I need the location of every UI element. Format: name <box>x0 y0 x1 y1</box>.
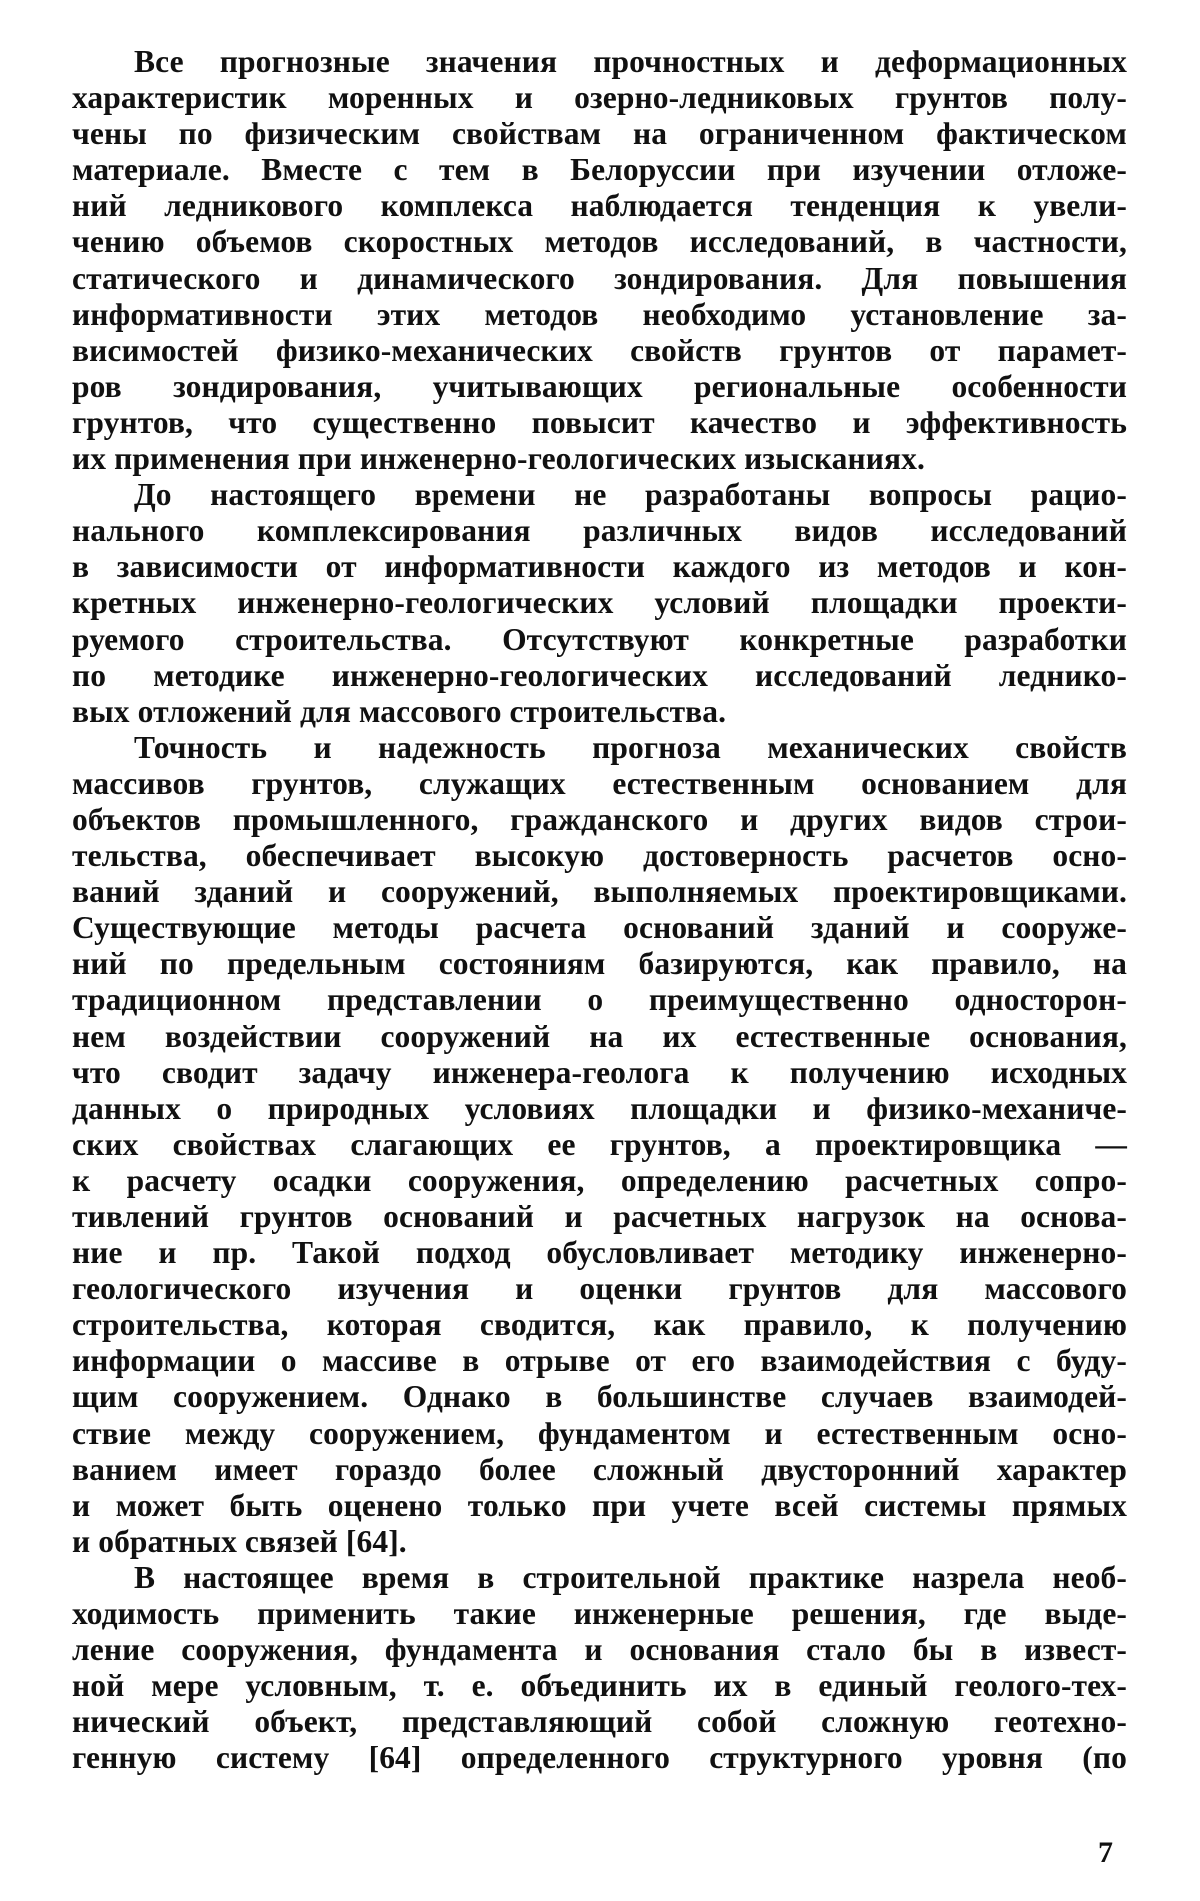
text-line: их применения при инженерно-геологических изысканиях. <box>72 441 926 477</box>
text-line: массивов грунтов, служащих естественным основанием для <box>72 765 1127 801</box>
text-line: ной мере условным, т. е. объединить их в единый геолого-тех- <box>72 1668 1127 1704</box>
text-line: ходимость применить такие инженерные решения, где выде- <box>72 1596 1127 1632</box>
text-line: информации о массиве в отрыве от его взаимодействия с буду- <box>72 1343 1127 1379</box>
text-line: чены по физическим свойствам на ограниченном фактическом <box>72 116 1127 152</box>
text-line: руемого строительства. Отсутствуют конкретные разработки <box>72 621 1127 657</box>
text-line: чению объемов скоростных методов исследований, в частности, <box>72 224 1127 260</box>
text-line: ление сооружения, фундамента и основания стало бы в извест- <box>72 1632 1127 1668</box>
paragraph <box>72 730 1127 1560</box>
text-line: вых отложений для массового строительства. <box>72 693 727 729</box>
text-line: информативности этих методов необходимо установление за- <box>72 296 1127 332</box>
text-line: нический объект, представляющий собой сложную геотехно- <box>72 1704 1127 1740</box>
text-line: нем воздействии сооружений на их естественные основания, <box>72 1018 1127 1054</box>
text-line: к расчету осадки сооружения, определению расчетных сопро- <box>72 1162 1127 1198</box>
text-line: геологического изучения и оценки грунтов для массового <box>72 1271 1127 1307</box>
text-line: тельства, обеспечивает высокую достоверность расчетов осно- <box>72 838 1127 874</box>
text-line: Все прогнозные значения прочностных и деформационных <box>134 44 1127 79</box>
page-number: 7 <box>1098 1836 1113 1869</box>
text-line: что сводит задачу инженера-геолога к получению исходных <box>72 1054 1127 1090</box>
text-line: и обратных связей [64]. <box>72 1523 407 1559</box>
text-line: строительства, которая сводится, как правило, к получению <box>72 1307 1127 1343</box>
paragraph <box>72 1560 1127 1777</box>
text-line: данных о природных условиях площадки и физико-механиче- <box>72 1090 1127 1126</box>
text-line: и может быть оценено только при учете всей системы прямых <box>72 1487 1127 1523</box>
text-line: нального комплексирования различных видов исследований <box>72 513 1127 549</box>
paragraph <box>72 44 1127 477</box>
text-line: ских свойствах слагающих ее грунтов, а проектировщика — <box>72 1126 1127 1162</box>
text-line: В настоящее время в строительной практике назрела необ- <box>134 1559 1127 1595</box>
text-line: материале. Вместе с тем в Белоруссии при изучении отложе- <box>72 152 1127 188</box>
text-line: кретных инженерно-геологических условий площадки проекти- <box>72 585 1127 621</box>
text-line: в зависимости от информативности каждого из методов и кон- <box>72 549 1127 585</box>
paragraph <box>72 477 1127 730</box>
text-line: статического и динамического зондирования. Для повышения <box>72 260 1127 296</box>
text-line: ний ледникового комплекса наблюдается тенденция к увели- <box>72 188 1127 224</box>
text-line: ваний зданий и сооружений, выполняемых проектировщиками. <box>72 874 1127 910</box>
text-line: традиционном представлении о преимущественно односторон- <box>72 982 1127 1018</box>
text-line: ствие между сооружением, фундаментом и естественным осно- <box>72 1415 1127 1451</box>
text-line: Точность и надежность прогноза механических свойств <box>134 729 1127 765</box>
text-line: висимостей физико-механических свойств грунтов от парамет- <box>72 332 1127 368</box>
text-line: ванием имеет гораздо более сложный двусторонний характер <box>72 1451 1127 1487</box>
text-line: объектов промышленного, гражданского и других видов строи- <box>72 801 1127 837</box>
text-line: характеристик моренных и озерно-ледниковых грунтов полу- <box>72 80 1127 116</box>
text-line: Существующие методы расчета оснований зданий и сооруже- <box>72 910 1127 946</box>
text-line: тивлений грунтов оснований и расчетных нагрузок на основа- <box>72 1199 1127 1234</box>
text-line: ров зондирования, учитывающих региональные особенности <box>72 368 1127 404</box>
body-text <box>72 44 1127 1777</box>
text-line: щим сооружением. Однако в большинстве случаев взаимодей- <box>72 1379 1127 1415</box>
text-line: ние и пр. Такой подход обусловливает методику инженерно- <box>72 1235 1127 1271</box>
text-line: До настоящего времени не разработаны вопросы рацио- <box>134 477 1127 513</box>
text-line: грунтов, что существенно повысит качество и эффективность <box>72 404 1127 440</box>
text-line: генную систему [64] определенного структурного уровня (по <box>72 1740 1127 1776</box>
text-line: по методике инженерно-геологических исследований леднико- <box>72 657 1127 693</box>
text-line: ний по предельным состояниям базируются, как правило, на <box>72 946 1127 982</box>
